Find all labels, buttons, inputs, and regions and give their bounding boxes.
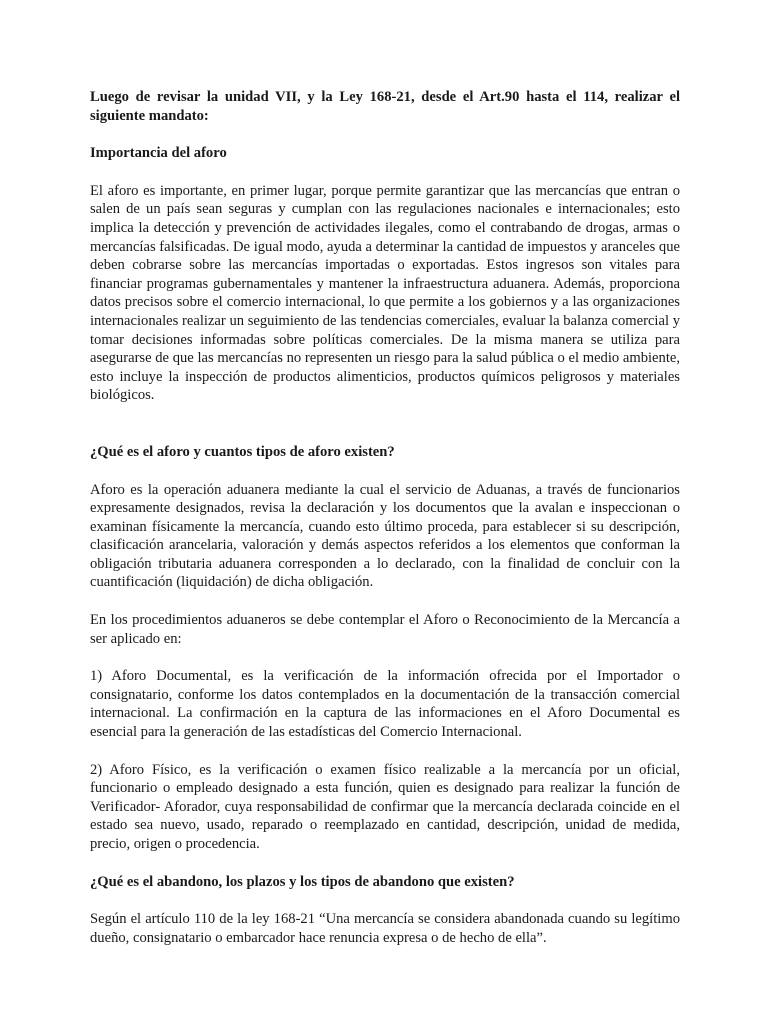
paragraph-procedimientos-aduaneros: En los procedimientos aduaneros se debe contemplar el Aforo o Reconocimiento de la Mercancía a ser aplicado en: bbox=[90, 612, 680, 647]
intro-instruction: Luego de revisar la unidad VII, y la Ley 168-21, desde el Art.90 hasta el 114, realizar el siguiente mandato: bbox=[90, 89, 680, 124]
paragraph-importancia-aforo: El aforo es importante, en primer lugar, porque permite garantizar que las mercancías que entran o salen de un país sean seguras y cumplan con las regulaciones nacionales e internacionales; esto implica la detección y prevención de actividades ilegales, como el contrabando de drogas, armas o mercancías falsificadas. De igual modo, ayuda a determinar la cantidad de impuestos y aranceles que deben cobrarse sobre las mercancías importadas o exportadas. Estos ingresos son vitales para financiar programas gubernamentales y mantener la infraestructura aduanera. Además, proporciona datos precisos sobre el comercio internacional, lo que permite a los gobiernos y a las organizaciones internacionales realizar un seguimiento de las tendencias comerciales, evaluar la balanza comercial y tomar decisiones informadas sobre políticas comerciales. De la misma manera se utiliza para asegurarse de que las mercancías no representen un riesgo para la salud pública o el medio ambiente, esto incluye la inspección de productos alimenticios, productos químicos peligrosos y materiales biológicos. bbox=[90, 182, 680, 404]
paragraph-aforo-fisico: 2) Aforo Físico, es la verificación o examen físico realizable a la mercancía por un oficial, funcionario o empleado designado a esta función, quien es designado para realizar la función de Verificador- Aforador, cuya responsabilidad de confirmar que la mercancía declarada coincide en el estado sea nuevo, usado, reparado o reemplazado en cantidad, descripción, unidad de medida, precio, origen o procedencia. bbox=[90, 761, 680, 852]
document-page bbox=[90, 88, 680, 947]
heading-abandono: ¿Qué es el abandono, los plazos y los tipos de abandono que existen? bbox=[90, 873, 515, 890]
paragraph-definicion-aforo: Aforo es la operación aduanera mediante la cual el servicio de Aduanas, a través de funcionarios expresamente designados, revisa la declaración y los documentos que la avalan e inspeccionan o examinan físicamente la mercancía, cuando esto último proceda, para establecer si su descripción, clasificación arancelaria, valoración y demás aspectos referidos a los elementos que conforman la obligación tributaria aduanera corresponden a lo declarado, con la finalidad de concluir con la cuantificación (liquidación) de dicha obligación. bbox=[90, 481, 680, 591]
paragraph-abandono: Según el artículo 110 de la ley 168-21 “Una mercancía se considera abandonada cuando su legítimo dueño, consignatario o embarcador hace renuncia expresa o de hecho de ella”. bbox=[90, 911, 680, 946]
paragraph-aforo-documental: 1) Aforo Documental, es la verificación de la información ofrecida por el Importador o consignatario, conforme los datos contemplados en la documentación de la transacción comercial internacional. La confirmación en la captura de las informaciones en el Aforo Documental es esencial para la generación de las estadísticas del Comercio Internacional. bbox=[90, 668, 680, 741]
heading-que-es-aforo: ¿Qué es el aforo y cuantos tipos de aforo existen? bbox=[90, 443, 395, 460]
heading-importancia-aforo: Importancia del aforo bbox=[90, 145, 227, 162]
